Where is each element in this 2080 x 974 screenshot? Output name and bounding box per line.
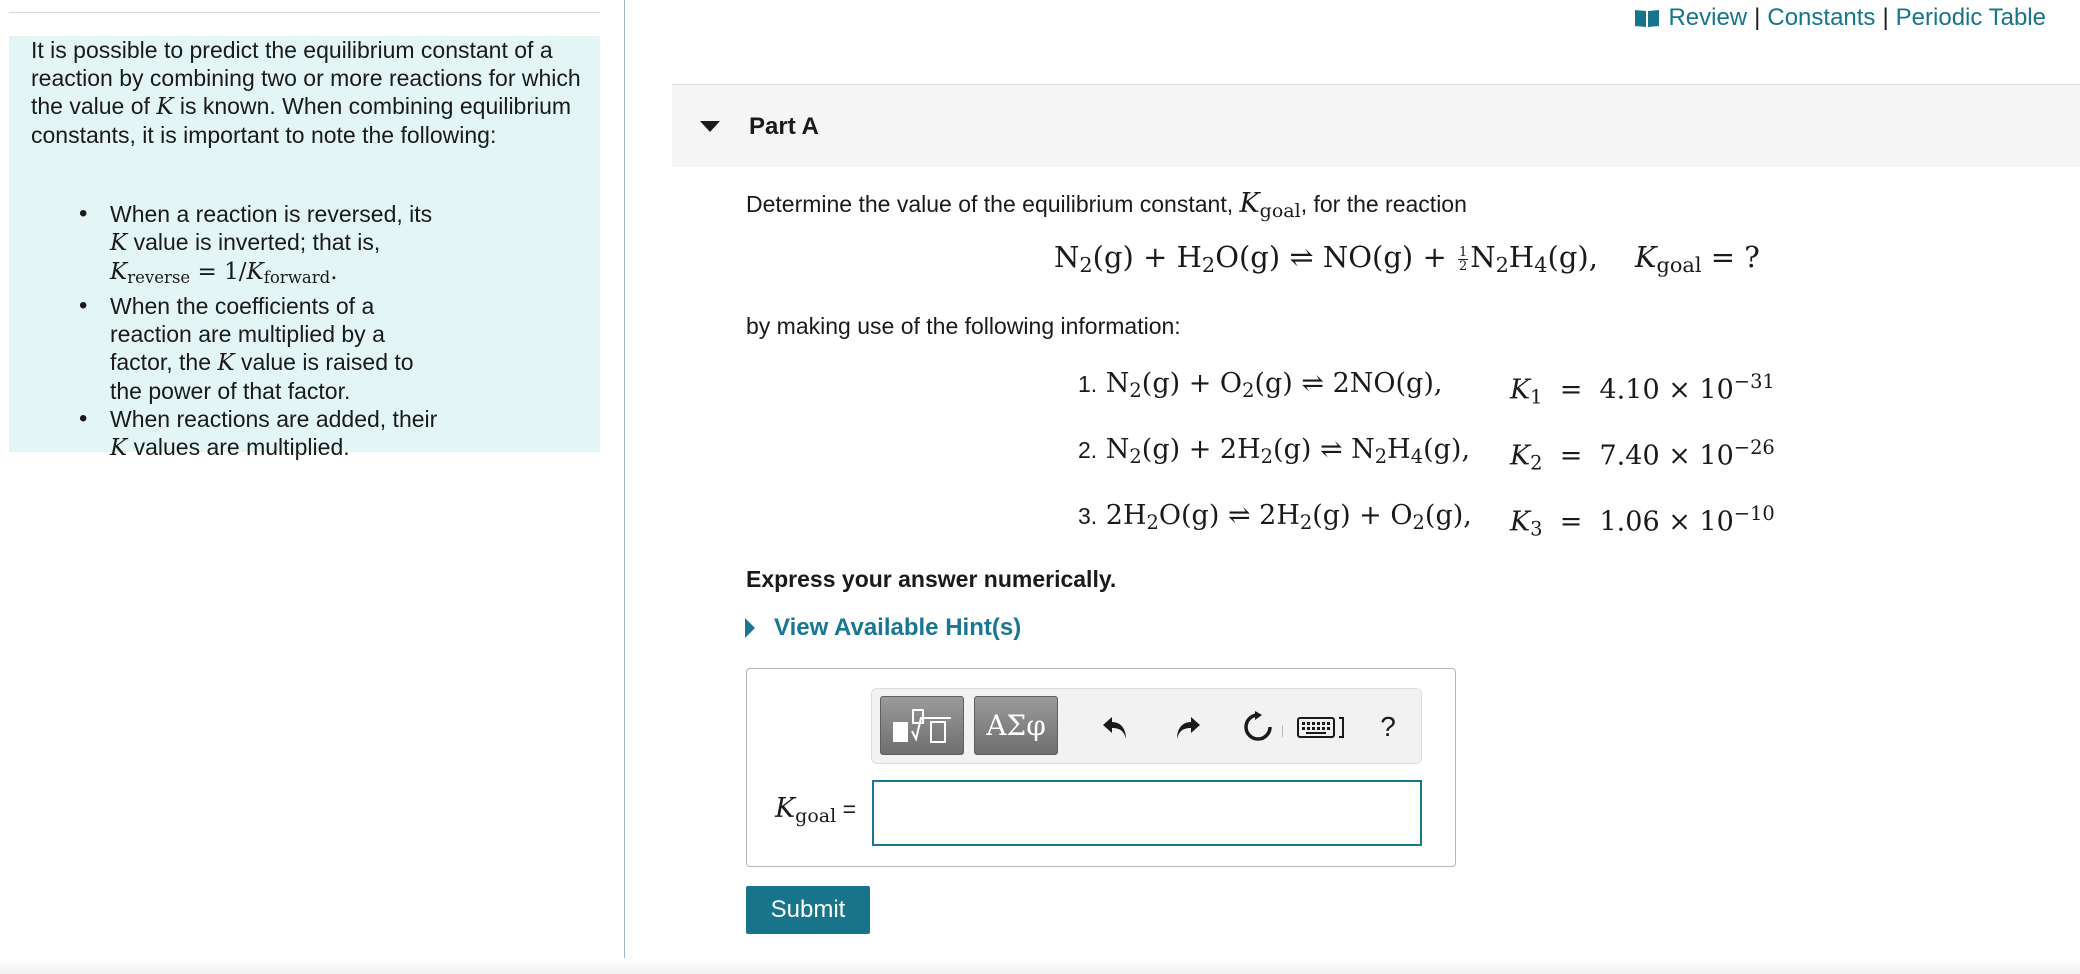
list-item: • When the coefficients of a reaction are multiplied by a factor, the K value is raised to the power of that factor. xyxy=(31,292,451,405)
collapse-arrow-icon[interactable] xyxy=(700,121,720,132)
reset-icon[interactable] xyxy=(1240,709,1276,745)
reaction-1: 1. $N_2(g) + O_2(g)$ ⇌ 2NO(g), xyxy=(1078,368,1443,402)
expand-arrow-icon xyxy=(745,618,755,638)
answer-instruction: Express your answer numerically. xyxy=(746,566,1117,592)
panel-divider xyxy=(624,0,625,974)
templates-icon xyxy=(887,706,957,746)
redo-icon[interactable] xyxy=(1169,709,1205,745)
review-link[interactable]: Review xyxy=(1668,4,1748,31)
toolbar-separator xyxy=(1282,725,1283,737)
list-item: • When a reaction is reversed, its K value is inverted; that is, $K_{reverse} = 1/K_{forward}$. xyxy=(31,200,451,292)
greek-symbols-button[interactable]: ΑΣφ xyxy=(974,696,1058,755)
intro-panel xyxy=(9,36,600,462)
k3-value: $K_3 = 1.06 \times 10^{-10}$ xyxy=(1510,502,1775,541)
k2-value: $K_2 = 7.40 \times 10^{-26}$ xyxy=(1510,436,1775,475)
k1-value: $K_1 = 4.10 \times 10^{-31}$ xyxy=(1510,370,1775,409)
view-hints-toggle[interactable] xyxy=(745,614,1021,642)
answer-box xyxy=(746,668,1456,867)
answer-input[interactable] xyxy=(872,780,1422,846)
periodic-table-link[interactable]: Periodic Table xyxy=(1895,4,2046,31)
hint-label: View Available Hint(s) xyxy=(774,614,1022,641)
resource-links: Review | Constants | Periodic Table xyxy=(1634,4,2046,32)
reaction-2: 2. $N_2(g) + 2H_2(g)$ ⇌ $N_2H_4(g)$, xyxy=(1078,434,1471,468)
goal-reaction: $N_2(g) + H_2O(g)$ ⇌ NO(g) + $\frac{1}{2}$ $N_2H_4(g)$, $K_{goal}$ = ? xyxy=(1054,240,1760,278)
templates-button[interactable] xyxy=(880,696,964,755)
info-intro: by making use of the following information: xyxy=(746,313,1181,339)
bottom-edge xyxy=(0,958,2080,974)
part-header[interactable] xyxy=(672,85,2080,167)
question-text: Determine the value of the equilibrium constant, $K_{goal}$, for the reaction xyxy=(746,188,1467,222)
intro-bullet-list xyxy=(31,200,451,462)
k-reverse-formula: $K_{reverse} = 1/K_{forward}$. xyxy=(110,259,338,288)
math-toolbar xyxy=(871,688,1422,764)
book-icon xyxy=(1634,8,1660,28)
submit-button[interactable]: Submit xyxy=(746,886,870,934)
intro-paragraph: It is possible to predict the equilibrium constant of a reaction by combining two or more reactions for which the value of K is known. When combining equilibrium constants, it is important to note the following: xyxy=(31,37,581,148)
intro-top-divider xyxy=(9,12,600,13)
list-item: • When reactions are added, their K values are multiplied. xyxy=(31,405,451,462)
reaction-3: 3. $2H_2O(g)$ ⇌ $2H_2(g) + O_2(g)$, xyxy=(1078,500,1472,534)
keyboard-icon[interactable] xyxy=(1296,709,1348,745)
help-button[interactable]: ? xyxy=(1380,711,1396,742)
answer-label: $K_{goal}$ = xyxy=(775,793,857,827)
undo-icon[interactable] xyxy=(1098,709,1134,745)
constants-link[interactable]: Constants xyxy=(1767,4,1876,31)
part-title: Part A xyxy=(749,113,819,140)
